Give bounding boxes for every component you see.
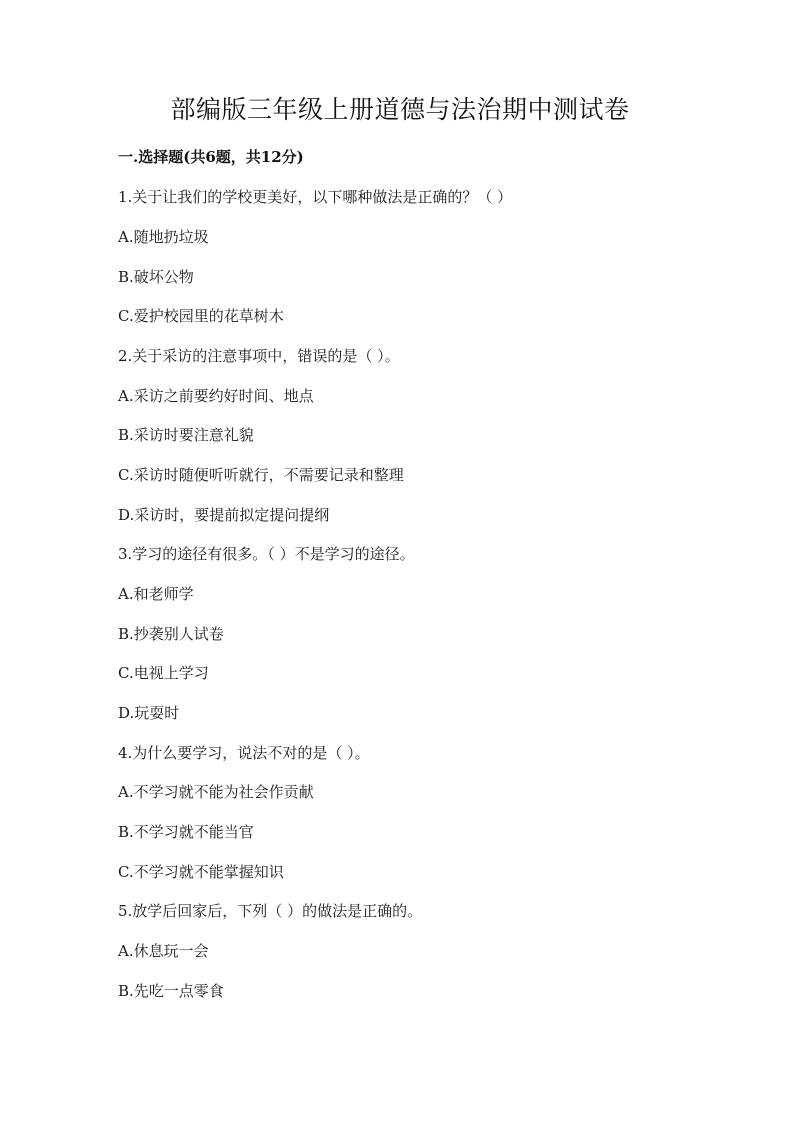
option-4c: C.不学习就不能掌握知识 xyxy=(118,863,284,881)
question-4: 4.为什么要学习，说法不对的是（ ）。 xyxy=(118,744,370,762)
option-4b: B.不学习就不能当官 xyxy=(118,823,254,841)
option-3d: D.玩耍时 xyxy=(118,704,180,722)
question-3: 3.学习的途径有很多。（ ）不是学习的途径。 xyxy=(118,545,415,563)
option-2a: A.采访之前要约好时间、地点 xyxy=(118,387,314,405)
option-1a: A.随地扔垃圾 xyxy=(118,228,209,246)
question-1: 1.关于让我们的学校更美好，以下哪种做法是正确的？（ ） xyxy=(118,188,513,206)
option-5b: B.先吃一点零食 xyxy=(118,982,224,1000)
option-4a: A.不学习就不能为社会作贡献 xyxy=(118,783,314,801)
question-5: 5.放学后回家后，下列（ ）的做法是正确的。 xyxy=(118,902,423,920)
option-1b: B.破坏公物 xyxy=(118,268,194,286)
page-title: 部编版三年级上册道德与法治期中测试卷 xyxy=(170,95,630,124)
option-3a: A.和老师学 xyxy=(118,585,194,603)
option-5a: A.休息玩一会 xyxy=(118,942,209,960)
section-heading: 一.选择题(共6题，共12分) xyxy=(118,148,304,166)
option-2c: C.采访时随便听听就行，不需要记录和整理 xyxy=(118,466,404,484)
question-2: 2.关于采访的注意事项中，错误的是（ ）。 xyxy=(118,347,400,365)
option-3c: C.电视上学习 xyxy=(118,664,209,682)
option-2b: B.采访时要注意礼貌 xyxy=(118,426,254,444)
option-1c: C.爱护校园里的花草树木 xyxy=(118,307,284,325)
option-2d: D.采访时，要提前拟定提问提纲 xyxy=(118,506,330,524)
option-3b: B.抄袭别人试卷 xyxy=(118,625,224,643)
